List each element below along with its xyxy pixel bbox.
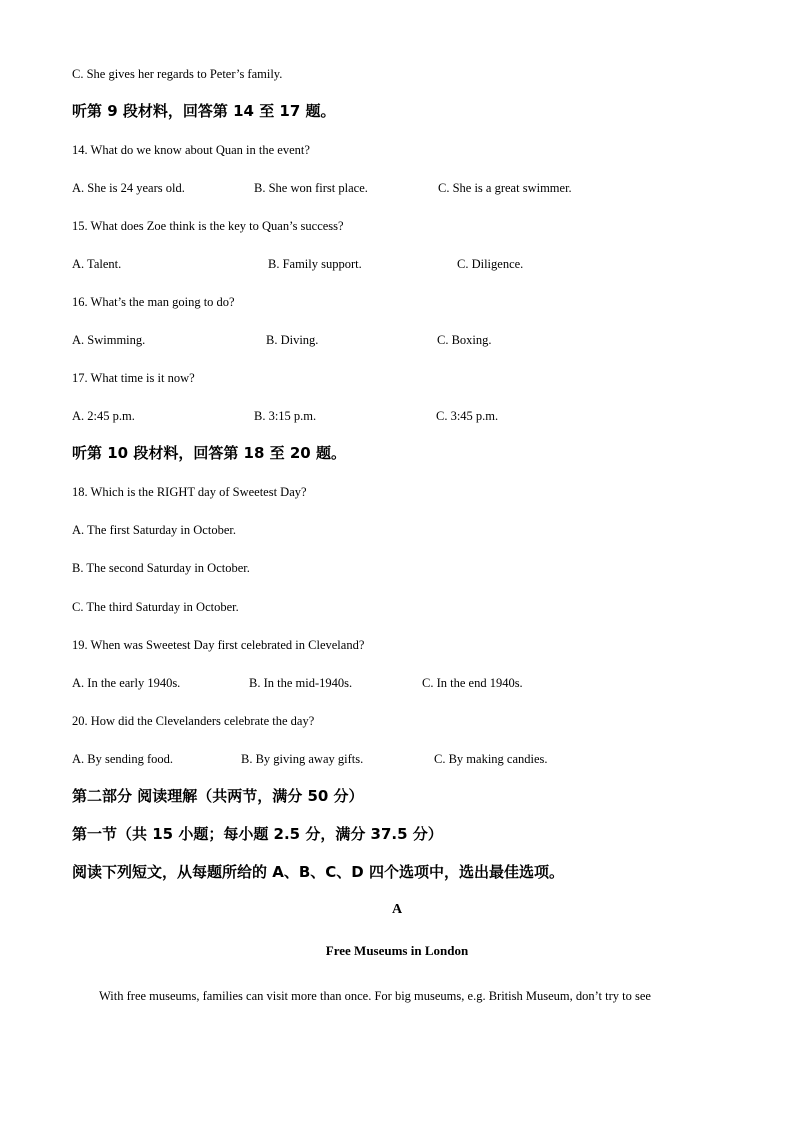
question-16-option-b: B. Diving.	[266, 333, 319, 347]
question-14-option-c: C. She is a great swimmer.	[438, 181, 572, 195]
question-14-option-a: A. She is 24 years old.	[72, 181, 185, 195]
question-18-option-c: C. The third Saturday in October.	[72, 600, 239, 614]
question-19-option-a: A. In the early 1940s.	[72, 676, 181, 690]
question-16-stem: 16. What’s the man going to do?	[72, 295, 235, 309]
question-17-option-b: B. 3:15 p.m.	[254, 409, 317, 423]
question-18-stem: 18. Which is the RIGHT day of Sweetest Day?	[72, 485, 307, 499]
question-19-option-b: B. In the mid-1940s.	[249, 676, 353, 690]
question-18-option-a: A. The first Saturday in October.	[72, 523, 236, 537]
question-15-option-b: B. Family support.	[268, 257, 362, 271]
question-19-stem: 19. When was Sweetest Day first celebrated in Cleveland?	[72, 638, 365, 652]
question-14-option-b: B. She won first place.	[254, 181, 368, 195]
question-15-stem: 15. What does Zoe think is the key to Quan’s success?	[72, 219, 344, 233]
section-9-heading: 听第 9 段材料，回答第 14 至 17 题。	[72, 102, 336, 120]
question-17-option-c: C. 3:45 p.m.	[436, 409, 499, 423]
question-17-stem: 17. What time is it now?	[72, 371, 195, 385]
question-19-option-c: C. In the end 1940s.	[422, 676, 523, 690]
passage-first-line: With free museums, families can visit more than once. For big museums, e.g. British Museum, don’t try to see	[99, 989, 651, 1003]
question-20-option-a: A. By sending food.	[72, 752, 174, 766]
passage-title: Free Museums in London	[325, 943, 469, 958]
part-2-heading: 第二部分 阅读理解（共两节，满分 50 分）	[72, 787, 364, 805]
section-1-heading: 第一节（共 15 小题；每小题 2.5 分，满分 37.5 分）	[72, 825, 443, 843]
question-20-option-c: C. By making candies.	[434, 752, 548, 766]
question-20-stem: 20. How did the Clevelanders celebrate the day?	[72, 714, 315, 728]
question-15-option-a: A. Talent.	[72, 257, 122, 271]
section-10-heading: 听第 10 段材料，回答第 18 至 20 题。	[72, 444, 346, 462]
question-14-stem: 14. What do we know about Quan in the event?	[72, 143, 310, 157]
reading-instruction: 阅读下列短文，从每题所给的 A、B、C、D 四个选项中，选出最佳选项。	[72, 863, 564, 881]
question-17-option-a: A. 2:45 p.m.	[72, 409, 135, 423]
passage-letter: A	[391, 902, 403, 917]
question-15-option-c: C. Diligence.	[457, 257, 524, 271]
question-16-option-c: C. Boxing.	[437, 333, 492, 347]
question-18-option-b: B. The second Saturday in October.	[72, 561, 250, 575]
question-13-option-c: C. She gives her regards to Peter’s family.	[72, 67, 283, 81]
question-20-option-b: B. By giving away gifts.	[241, 752, 364, 766]
question-16-option-a: A. Swimming.	[72, 333, 146, 347]
